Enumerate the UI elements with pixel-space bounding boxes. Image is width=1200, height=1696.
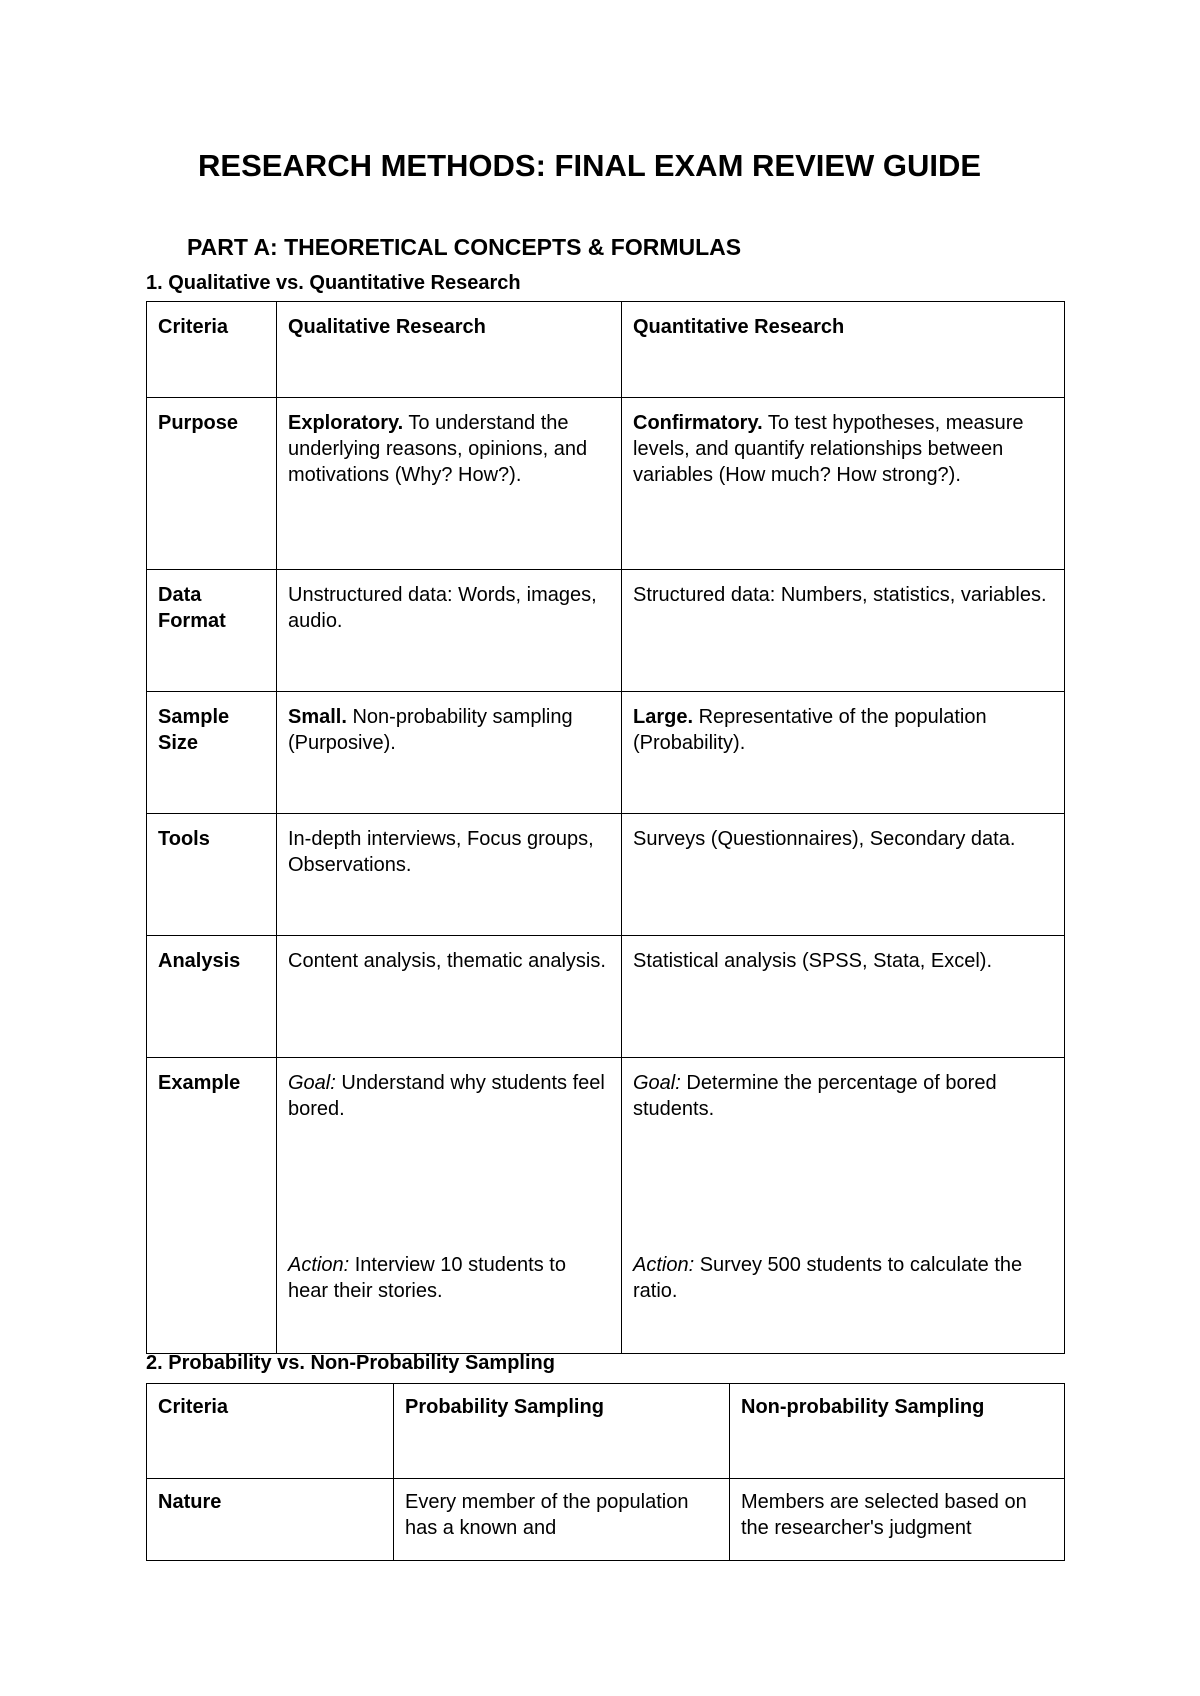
row-label-nature: Nature (147, 1479, 394, 1561)
quant-goal-label: Goal: (633, 1072, 681, 1094)
header-criteria: Criteria (147, 302, 277, 398)
cell-qual-tools: In-depth interviews, Focus groups, Observations. (277, 814, 622, 936)
qual-quant-table (146, 301, 1065, 1354)
cell-qual-sample-size (277, 692, 622, 814)
document-title: RESEARCH METHODS: FINAL EXAM REVIEW GUIDE (198, 148, 982, 183)
header-qualitative: Qualitative Research (277, 302, 622, 398)
qual-action-label: Action: (288, 1254, 350, 1276)
cell-qual-purpose (277, 398, 622, 570)
quant-action-text: Survey 500 students to calculate the ratio. (633, 1254, 1023, 1302)
section-2-heading: 2. Probability vs. Non-Probability Sampling (146, 1352, 555, 1374)
sampling-header-row (147, 1384, 1065, 1479)
quant-goal-text: Determine the percentage of bored students. (633, 1072, 997, 1120)
table-row-sample-size (147, 692, 1065, 814)
qual-sample-text: Non-probability sampling (Purposive). (288, 706, 573, 754)
quant-sample-lead: Large. (633, 706, 694, 728)
cell-prob-nature: Every member of the population has a known and (394, 1479, 730, 1561)
table-row-tools (147, 814, 1065, 936)
qual-sample-lead: Small. (288, 706, 347, 728)
part-a-heading: PART A: THEORETICAL CONCEPTS & FORMULAS (187, 234, 742, 260)
sampling-header-criteria: Criteria (147, 1384, 394, 1479)
table-row-purpose (147, 398, 1065, 570)
cell-quant-tools: Surveys (Questionnaires), Secondary data. (622, 814, 1065, 936)
quant-example-action (633, 1252, 1054, 1304)
header-quantitative: Quantitative Research (622, 302, 1065, 398)
table-row-example (147, 1058, 1065, 1354)
row-label-purpose: Purpose (147, 398, 277, 570)
cell-qual-data-format: Unstructured data: Words, images, audio. (277, 570, 622, 692)
row-label-analysis: Analysis (147, 936, 277, 1058)
qual-purpose-text: To understand the underlying reasons, opinions, and motivations (Why? How?). (288, 412, 588, 486)
cell-quant-analysis: Statistical analysis (SPSS, Stata, Excel). (622, 936, 1065, 1058)
cell-qual-example (277, 1058, 622, 1354)
sampling-row-nature (147, 1479, 1065, 1561)
quant-purpose-lead: Confirmatory. (633, 412, 763, 434)
row-label-data-format: Data Format (147, 570, 277, 692)
row-label-example: Example (147, 1058, 277, 1354)
qual-goal-label: Goal: (288, 1072, 336, 1094)
cell-nonprob-nature: Members are selected based on the researcher's judgment (730, 1479, 1065, 1561)
cell-quant-purpose (622, 398, 1065, 570)
table-header-row (147, 302, 1065, 398)
sampling-header-nonprobability: Non-probability Sampling (730, 1384, 1065, 1479)
qual-example-action (288, 1252, 611, 1304)
row-label-tools: Tools (147, 814, 277, 936)
quant-purpose-text: To test hypotheses, measure levels, and quantify relationships between variables (How much? How strong?). (633, 412, 1024, 486)
qual-goal-text: Understand why students feel bored. (288, 1072, 605, 1120)
section-1-heading: 1. Qualitative vs. Quantitative Research (146, 272, 521, 294)
row-label-sample-size: Sample Size (147, 692, 277, 814)
quant-sample-text: Representative of the population (Probability). (633, 706, 987, 754)
sampling-table (146, 1383, 1065, 1561)
table-row-data-format (147, 570, 1065, 692)
cell-qual-analysis: Content analysis, thematic analysis. (277, 936, 622, 1058)
cell-quant-example (622, 1058, 1065, 1354)
qual-example-goal (288, 1070, 611, 1122)
cell-quant-data-format: Structured data: Numbers, statistics, variables. (622, 570, 1065, 692)
qual-purpose-lead: Exploratory. (288, 412, 404, 434)
sampling-header-probability: Probability Sampling (394, 1384, 730, 1479)
quant-example-goal (633, 1070, 1054, 1122)
qual-action-text: Interview 10 students to hear their stories. (288, 1254, 566, 1302)
quant-action-label: Action: (633, 1254, 695, 1276)
table-row-analysis (147, 936, 1065, 1058)
cell-quant-sample-size (622, 692, 1065, 814)
